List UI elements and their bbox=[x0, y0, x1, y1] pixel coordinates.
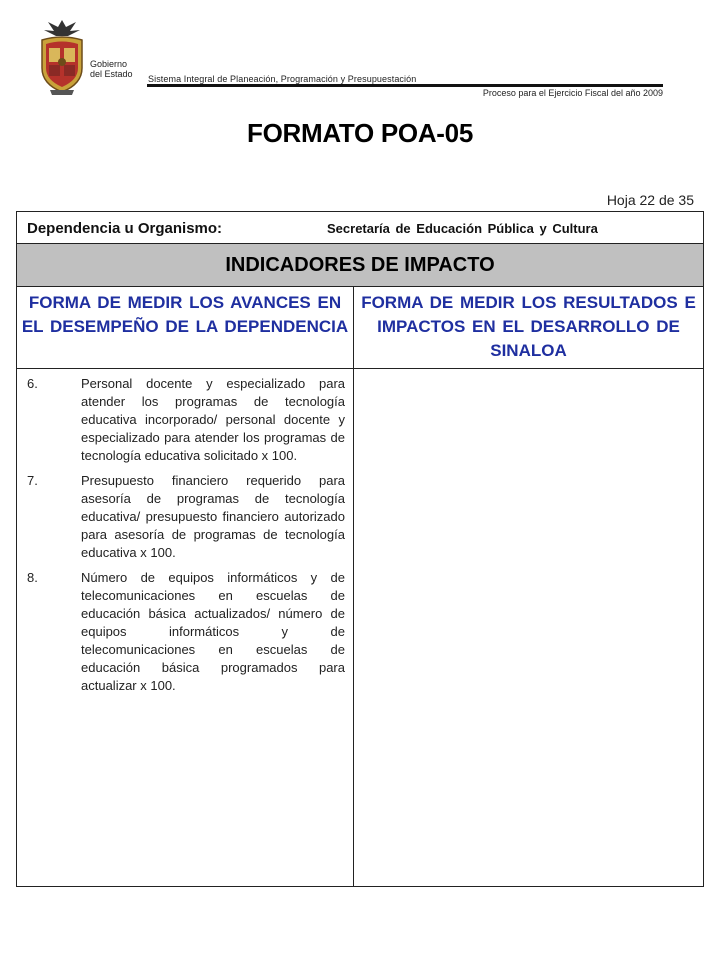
government-label-line2: del Estado bbox=[90, 69, 133, 79]
form-table bbox=[16, 211, 704, 887]
indicator-text: Presupuesto financiero requerido para asesoría de programas de tecnología educativa/ presupuesto financiero autorizado para asesoría de programas de tecnología educativa x 100. bbox=[81, 473, 345, 560]
list-item bbox=[27, 472, 345, 562]
government-label bbox=[90, 59, 133, 79]
indicator-text: Número de equipos informáticos y de telecomunicaciones en escuelas de educación básica actualizados/ número de equipos informáticos y de telecomunicaciones en escuelas de educación básica programados para actualizar x 100. bbox=[81, 570, 345, 693]
indicator-text: Personal docente y especializado para atender los programas de tecnología educativa incorporado/ personal docente y especializado para atender los programas de tecnología educativa solicitado x 100. bbox=[81, 376, 345, 463]
indicator-number: 7. bbox=[27, 473, 38, 488]
indicator-number: 8. bbox=[27, 570, 38, 585]
column-header-impact: FORMA DE MEDIR LOS RESULTADOS E IMPACTOS EN EL DESARROLLO DE SINALOA bbox=[361, 293, 696, 360]
state-coat-of-arms-icon bbox=[36, 18, 88, 96]
agency-label: Dependencia u Organismo: bbox=[27, 220, 223, 237]
header-divider bbox=[147, 84, 663, 87]
sheet-number: Hoja 22 de 35 bbox=[606, 192, 694, 208]
column-headers-row bbox=[17, 287, 703, 369]
list-item bbox=[27, 569, 345, 695]
indicator-number: 6. bbox=[27, 376, 38, 391]
agency-value: Secretaría de Educación Pública y Cultura bbox=[327, 221, 598, 236]
government-label-line1: Gobierno bbox=[90, 59, 128, 69]
indicator-list bbox=[27, 375, 345, 702]
list-item bbox=[27, 375, 345, 465]
agency-row bbox=[17, 212, 703, 244]
system-title: Sistema Integral de Planeación, Programación y Presupuestación bbox=[148, 74, 417, 84]
section-title: INDICADORES DE IMPACTO bbox=[17, 244, 703, 287]
column-divider bbox=[353, 287, 354, 887]
column-header-performance: FORMA DE MEDIR LOS AVANCES EN EL DESEMPEÑO DE LA DEPENDENCIA bbox=[21, 293, 349, 336]
form-title: FORMATO POA-05 bbox=[247, 118, 473, 148]
fiscal-process-line: Proceso para el Ejercicio Fiscal del año 2009 bbox=[482, 88, 663, 98]
